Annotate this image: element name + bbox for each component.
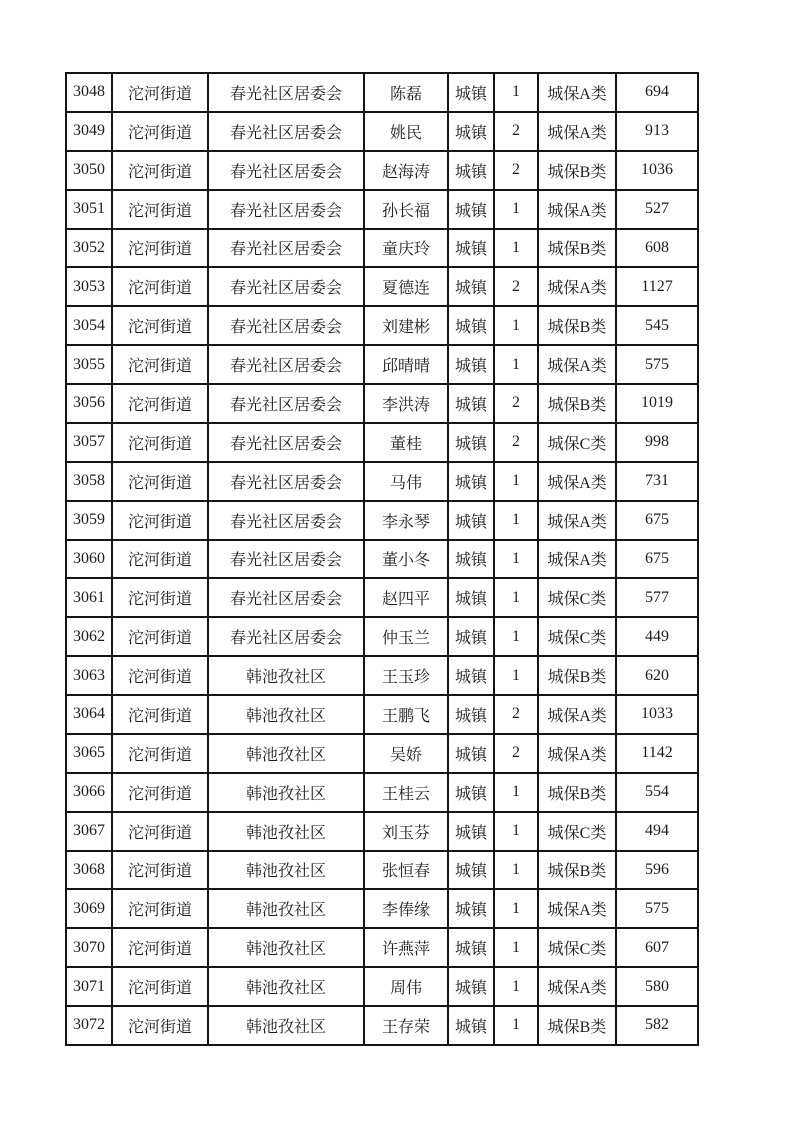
cell-amount: 1036 (616, 151, 698, 190)
cell-person-count: 1 (494, 306, 538, 345)
cell-insurance-category: 城保A类 (538, 501, 616, 540)
cell-community: 韩池孜社区 (208, 967, 364, 1006)
cell-street: 沱河街道 (112, 967, 208, 1006)
table-row (66, 889, 698, 928)
cell-residence-type: 城镇 (448, 501, 494, 540)
cell-insurance-category: 城保B类 (538, 773, 616, 812)
cell-person-name: 李洪涛 (364, 384, 448, 423)
cell-community: 韩池孜社区 (208, 889, 364, 928)
cell-serial-number: 3051 (66, 190, 112, 229)
cell-insurance-category: 城保B类 (538, 1006, 616, 1045)
cell-insurance-category: 城保B类 (538, 151, 616, 190)
cell-street: 沱河街道 (112, 384, 208, 423)
cell-amount: 1033 (616, 695, 698, 734)
cell-person-count: 1 (494, 501, 538, 540)
cell-insurance-category: 城保A类 (538, 889, 616, 928)
cell-residence-type: 城镇 (448, 1006, 494, 1045)
table-row (66, 501, 698, 540)
cell-person-name: 陈磊 (364, 73, 448, 112)
cell-insurance-category: 城保A类 (538, 695, 616, 734)
cell-residence-type: 城镇 (448, 578, 494, 617)
cell-street: 沱河街道 (112, 462, 208, 501)
cell-street: 沱河街道 (112, 112, 208, 151)
cell-serial-number: 3054 (66, 306, 112, 345)
cell-residence-type: 城镇 (448, 656, 494, 695)
cell-insurance-category: 城保A类 (538, 540, 616, 579)
cell-community: 春光社区居委会 (208, 462, 364, 501)
cell-community: 韩池孜社区 (208, 656, 364, 695)
cell-amount: 527 (616, 190, 698, 229)
cell-residence-type: 城镇 (448, 889, 494, 928)
cell-person-count: 1 (494, 73, 538, 112)
cell-person-name: 夏德连 (364, 267, 448, 306)
cell-person-name: 李俸缘 (364, 889, 448, 928)
cell-residence-type: 城镇 (448, 345, 494, 384)
cell-street: 沱河街道 (112, 1006, 208, 1045)
cell-community: 春光社区居委会 (208, 190, 364, 229)
cell-serial-number: 3072 (66, 1006, 112, 1045)
cell-person-name: 吴娇 (364, 734, 448, 773)
table-row (66, 306, 698, 345)
cell-serial-number: 3052 (66, 229, 112, 268)
cell-person-name: 赵海涛 (364, 151, 448, 190)
cell-serial-number: 3067 (66, 812, 112, 851)
table-row (66, 812, 698, 851)
cell-person-name: 王鹏飞 (364, 695, 448, 734)
cell-amount: 545 (616, 306, 698, 345)
cell-street: 沱河街道 (112, 578, 208, 617)
cell-amount: 675 (616, 540, 698, 579)
table-row (66, 384, 698, 423)
cell-insurance-category: 城保A类 (538, 462, 616, 501)
cell-serial-number: 3061 (66, 578, 112, 617)
cell-community: 春光社区居委会 (208, 151, 364, 190)
cell-amount: 675 (616, 501, 698, 540)
cell-person-name: 许燕萍 (364, 928, 448, 967)
cell-serial-number: 3068 (66, 851, 112, 890)
cell-community: 春光社区居委会 (208, 73, 364, 112)
cell-residence-type: 城镇 (448, 267, 494, 306)
cell-amount: 1019 (616, 384, 698, 423)
cell-person-count: 2 (494, 423, 538, 462)
table-row (66, 656, 698, 695)
cell-residence-type: 城镇 (448, 967, 494, 1006)
cell-amount: 596 (616, 851, 698, 890)
cell-street: 沱河街道 (112, 501, 208, 540)
table-row (66, 734, 698, 773)
cell-person-name: 童庆玲 (364, 229, 448, 268)
cell-person-count: 1 (494, 1006, 538, 1045)
cell-person-name: 董桂 (364, 423, 448, 462)
cell-serial-number: 3056 (66, 384, 112, 423)
table-row (66, 1006, 698, 1045)
cell-residence-type: 城镇 (448, 423, 494, 462)
cell-insurance-category: 城保B类 (538, 656, 616, 695)
cell-serial-number: 3062 (66, 617, 112, 656)
cell-serial-number: 3065 (66, 734, 112, 773)
cell-insurance-category: 城保C类 (538, 423, 616, 462)
table-row (66, 851, 698, 890)
table-row (66, 462, 698, 501)
cell-serial-number: 3049 (66, 112, 112, 151)
cell-community: 韩池孜社区 (208, 734, 364, 773)
cell-residence-type: 城镇 (448, 928, 494, 967)
cell-person-name: 王桂云 (364, 773, 448, 812)
cell-person-count: 2 (494, 112, 538, 151)
table-row (66, 617, 698, 656)
cell-amount: 913 (616, 112, 698, 151)
table-row (66, 267, 698, 306)
cell-community: 春光社区居委会 (208, 617, 364, 656)
table-row (66, 190, 698, 229)
cell-insurance-category: 城保B类 (538, 229, 616, 268)
cell-person-count: 1 (494, 578, 538, 617)
cell-person-count: 1 (494, 928, 538, 967)
cell-residence-type: 城镇 (448, 73, 494, 112)
cell-person-count: 1 (494, 462, 538, 501)
cell-amount: 577 (616, 578, 698, 617)
cell-person-count: 1 (494, 851, 538, 890)
cell-street: 沱河街道 (112, 345, 208, 384)
cell-person-count: 1 (494, 889, 538, 928)
cell-insurance-category: 城保C类 (538, 578, 616, 617)
cell-residence-type: 城镇 (448, 151, 494, 190)
cell-amount: 554 (616, 773, 698, 812)
cell-person-name: 邱晴晴 (364, 345, 448, 384)
cell-community: 春光社区居委会 (208, 423, 364, 462)
cell-insurance-category: 城保A类 (538, 734, 616, 773)
cell-amount: 998 (616, 423, 698, 462)
cell-insurance-category: 城保B类 (538, 306, 616, 345)
cell-residence-type: 城镇 (448, 112, 494, 151)
cell-person-count: 2 (494, 695, 538, 734)
cell-person-count: 1 (494, 229, 538, 268)
cell-insurance-category: 城保A类 (538, 967, 616, 1006)
cell-person-name: 马伟 (364, 462, 448, 501)
cell-street: 沱河街道 (112, 229, 208, 268)
table-row (66, 578, 698, 617)
cell-street: 沱河街道 (112, 267, 208, 306)
cell-residence-type: 城镇 (448, 540, 494, 579)
cell-person-count: 2 (494, 384, 538, 423)
cell-street: 沱河街道 (112, 812, 208, 851)
cell-community: 春光社区居委会 (208, 306, 364, 345)
cell-community: 韩池孜社区 (208, 812, 364, 851)
cell-insurance-category: 城保C类 (538, 617, 616, 656)
cell-insurance-category: 城保A类 (538, 73, 616, 112)
cell-community: 韩池孜社区 (208, 773, 364, 812)
cell-residence-type: 城镇 (448, 617, 494, 656)
table-row (66, 540, 698, 579)
table-body (66, 73, 698, 1045)
cell-street: 沱河街道 (112, 73, 208, 112)
cell-residence-type: 城镇 (448, 812, 494, 851)
cell-community: 春光社区居委会 (208, 229, 364, 268)
table-row (66, 423, 698, 462)
table-row (66, 73, 698, 112)
cell-insurance-category: 城保B类 (538, 384, 616, 423)
cell-insurance-category: 城保A类 (538, 190, 616, 229)
cell-person-count: 2 (494, 734, 538, 773)
table-row (66, 967, 698, 1006)
cell-community: 韩池孜社区 (208, 1006, 364, 1045)
cell-community: 春光社区居委会 (208, 384, 364, 423)
cell-community: 春光社区居委会 (208, 112, 364, 151)
cell-person-name: 仲玉兰 (364, 617, 448, 656)
cell-community: 春光社区居委会 (208, 540, 364, 579)
cell-community: 春光社区居委会 (208, 267, 364, 306)
cell-serial-number: 3064 (66, 695, 112, 734)
cell-community: 韩池孜社区 (208, 851, 364, 890)
cell-insurance-category: 城保C类 (538, 928, 616, 967)
cell-insurance-category: 城保A类 (538, 267, 616, 306)
cell-street: 沱河街道 (112, 851, 208, 890)
cell-amount: 580 (616, 967, 698, 1006)
cell-insurance-category: 城保A类 (538, 345, 616, 384)
cell-residence-type: 城镇 (448, 190, 494, 229)
cell-person-name: 张恒春 (364, 851, 448, 890)
cell-street: 沱河街道 (112, 734, 208, 773)
cell-person-count: 1 (494, 773, 538, 812)
cell-residence-type: 城镇 (448, 695, 494, 734)
table-row (66, 773, 698, 812)
cell-community: 春光社区居委会 (208, 345, 364, 384)
cell-amount: 620 (616, 656, 698, 695)
cell-person-name: 李永琴 (364, 501, 448, 540)
cell-street: 沱河街道 (112, 695, 208, 734)
cell-community: 韩池孜社区 (208, 928, 364, 967)
cell-person-name: 姚民 (364, 112, 448, 151)
cell-person-name: 赵四平 (364, 578, 448, 617)
cell-amount: 449 (616, 617, 698, 656)
cell-serial-number: 3060 (66, 540, 112, 579)
cell-community: 春光社区居委会 (208, 578, 364, 617)
cell-person-count: 1 (494, 540, 538, 579)
cell-person-name: 王玉珍 (364, 656, 448, 695)
cell-amount: 608 (616, 229, 698, 268)
cell-amount: 1142 (616, 734, 698, 773)
cell-serial-number: 3057 (66, 423, 112, 462)
table-row (66, 112, 698, 151)
cell-serial-number: 3066 (66, 773, 112, 812)
cell-serial-number: 3048 (66, 73, 112, 112)
cell-residence-type: 城镇 (448, 462, 494, 501)
cell-street: 沱河街道 (112, 773, 208, 812)
welfare-table (65, 72, 699, 1046)
cell-street: 沱河街道 (112, 928, 208, 967)
cell-person-count: 2 (494, 267, 538, 306)
cell-street: 沱河街道 (112, 656, 208, 695)
table-row (66, 229, 698, 268)
cell-residence-type: 城镇 (448, 229, 494, 268)
table-row (66, 695, 698, 734)
cell-person-count: 1 (494, 656, 538, 695)
cell-residence-type: 城镇 (448, 851, 494, 890)
cell-street: 沱河街道 (112, 151, 208, 190)
table-row (66, 345, 698, 384)
cell-serial-number: 3055 (66, 345, 112, 384)
cell-serial-number: 3071 (66, 967, 112, 1006)
cell-person-name: 刘玉芬 (364, 812, 448, 851)
cell-serial-number: 3053 (66, 267, 112, 306)
cell-person-name: 孙长福 (364, 190, 448, 229)
cell-street: 沱河街道 (112, 889, 208, 928)
cell-street: 沱河街道 (112, 617, 208, 656)
cell-street: 沱河街道 (112, 190, 208, 229)
cell-person-count: 1 (494, 345, 538, 384)
table-row (66, 151, 698, 190)
cell-amount: 575 (616, 889, 698, 928)
cell-community: 春光社区居委会 (208, 501, 364, 540)
cell-insurance-category: 城保B类 (538, 851, 616, 890)
cell-residence-type: 城镇 (448, 306, 494, 345)
cell-residence-type: 城镇 (448, 773, 494, 812)
cell-amount: 582 (616, 1006, 698, 1045)
cell-residence-type: 城镇 (448, 384, 494, 423)
cell-amount: 694 (616, 73, 698, 112)
cell-person-name: 刘建彬 (364, 306, 448, 345)
cell-person-name: 王存荣 (364, 1006, 448, 1045)
cell-street: 沱河街道 (112, 540, 208, 579)
cell-person-count: 1 (494, 617, 538, 656)
cell-person-name: 周伟 (364, 967, 448, 1006)
cell-amount: 1127 (616, 267, 698, 306)
cell-serial-number: 3058 (66, 462, 112, 501)
cell-person-name: 董小冬 (364, 540, 448, 579)
table-row (66, 928, 698, 967)
cell-serial-number: 3050 (66, 151, 112, 190)
cell-community: 韩池孜社区 (208, 695, 364, 734)
cell-serial-number: 3069 (66, 889, 112, 928)
cell-residence-type: 城镇 (448, 734, 494, 773)
cell-amount: 575 (616, 345, 698, 384)
cell-amount: 731 (616, 462, 698, 501)
cell-street: 沱河街道 (112, 423, 208, 462)
cell-amount: 607 (616, 928, 698, 967)
cell-person-count: 2 (494, 151, 538, 190)
cell-person-count: 1 (494, 967, 538, 1006)
cell-insurance-category: 城保C类 (538, 812, 616, 851)
cell-person-count: 1 (494, 190, 538, 229)
cell-street: 沱河街道 (112, 306, 208, 345)
cell-serial-number: 3063 (66, 656, 112, 695)
cell-insurance-category: 城保A类 (538, 112, 616, 151)
cell-serial-number: 3059 (66, 501, 112, 540)
cell-amount: 494 (616, 812, 698, 851)
cell-person-count: 1 (494, 812, 538, 851)
cell-serial-number: 3070 (66, 928, 112, 967)
